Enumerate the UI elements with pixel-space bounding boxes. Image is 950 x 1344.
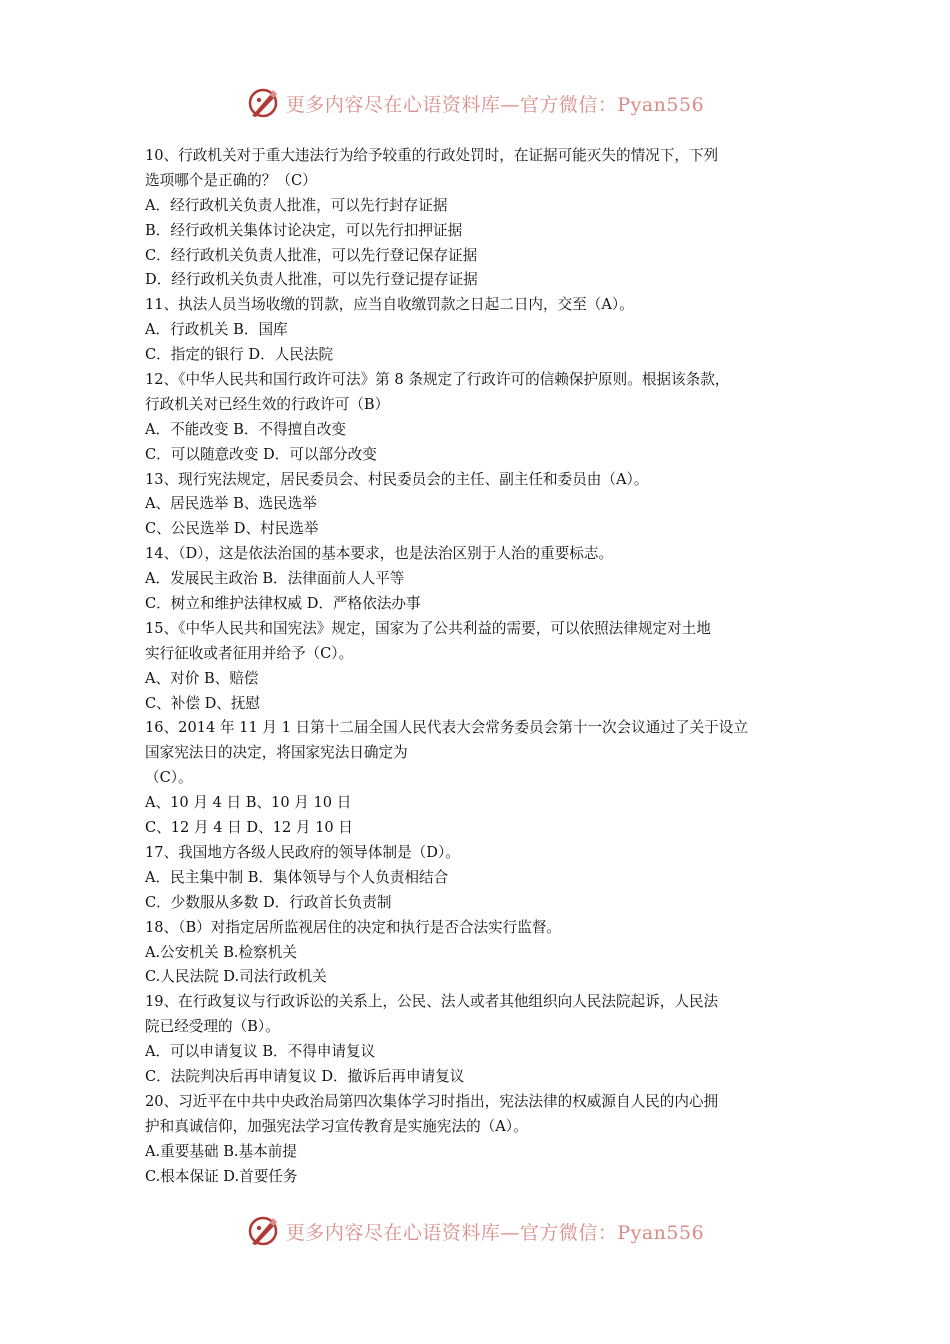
text-line: A．发展民主政治 B．法律面前人人平等 <box>145 570 405 588</box>
text-line: C．可以随意改变 D．可以部分改变 <box>145 445 377 463</box>
text-line: C．树立和维护法律权威 D．严格依法办事 <box>145 595 421 613</box>
footer-banner-text: 更多内容尽在心语资料库—官方微信：Pyan556 <box>285 1221 705 1244</box>
text-line: C．法院判决后再申请复议 D．撤诉后再申请复议 <box>145 1067 465 1085</box>
text-line: 18、（B）对指定居所监视居住的决定和执行是否合法实行监督。 <box>145 918 562 936</box>
text-line: 13、现行宪法规定，居民委员会、村民委员会的主任、副主任和委员由（A）。 <box>145 470 649 488</box>
footer-banner <box>0 1211 950 1251</box>
pen-logo-icon <box>246 86 280 120</box>
text-line: C．经行政机关负责人批准，可以先行登记保存证据 <box>145 246 478 264</box>
text-line: 12、《中华人民共和国行政许可法》第 8 条规定了行政许可的信赖保护原则。根据该条款， <box>145 371 730 389</box>
text-line: C、公民选举 D、村民选举 <box>145 520 319 538</box>
text-line: B．经行政机关集体讨论决定，可以先行扣押证据 <box>145 221 463 239</box>
text-line: D．经行政机关负责人批准，可以先行登记提存证据 <box>145 271 478 289</box>
text-line: 19、在行政复议与行政诉讼的关系上，公民、法人或者其他组织向人民法院起诉，人民法 <box>145 993 719 1011</box>
text-line: （C）。 <box>145 769 193 787</box>
text-line: A、对价 B、赔偿 <box>145 669 259 687</box>
text-line: A、居民选举 B、选民选举 <box>145 495 317 513</box>
text-line: 20、习近平在中共中央政治局第四次集体学习时指出，宪法法律的权威源自人民的内心拥 <box>145 1092 719 1110</box>
text-line: A.公安机关 B.检察机关 <box>145 943 297 961</box>
text-line: 14、（D），这是依法治国的基本要求，也是法治区别于人治的重要标志。 <box>145 545 614 563</box>
text-line: 院已经受理的（B）。 <box>145 1018 280 1036</box>
text-line: C．指定的银行 D．人民法院 <box>145 346 334 364</box>
question-list <box>145 144 815 1189</box>
text-line: A．行政机关 B．国库 <box>145 321 288 339</box>
text-line: 10、行政机关对于重大违法行为给予较重的行政处罚时，在证据可能灭失的情况下，下列 <box>145 147 719 164</box>
text-line: 护和真诚信仰，加强宪法学习宣传教育是实施宪法的（A）。 <box>145 1117 528 1135</box>
text-line: 17、我国地方各级人民政府的领导体制是（D）。 <box>145 843 460 861</box>
text-line: A．可以申请复议 B．不得申请复议 <box>145 1043 376 1061</box>
text-line: C.根本保证 D.首要任务 <box>145 1167 298 1185</box>
text-line: 16、2014 年 11 月 1 日第十二届全国人民代表大会常务委员会第十一次会议通过了关于设立 <box>145 719 748 737</box>
text-line: 选项哪个是正确的？（C） <box>145 171 317 189</box>
text-line: 国家宪法日的决定，将国家宪法日确定为 <box>145 744 408 762</box>
text-line: A．不能改变 B．不得擅自改变 <box>145 420 347 438</box>
text-line: 11、执法人员当场收缴的罚款，应当自收缴罚款之日起二日内，交至（A）。 <box>145 296 634 314</box>
text-line: 行政机关对已经生效的行政许可（B） <box>145 395 390 413</box>
footer-banner-inner <box>246 1214 704 1248</box>
header-banner <box>0 83 950 123</box>
text-line: C、补偿 D、抚慰 <box>145 694 261 712</box>
text-line: A．经行政机关负责人批准，可以先行封存证据 <box>145 196 448 214</box>
text-line: A.重要基础 B.基本前提 <box>145 1142 297 1160</box>
header-banner-text: 更多内容尽在心语资料库—官方微信：Pyan556 <box>285 93 705 116</box>
text-line: C、12 月 4 日 D、12 月 10 日 <box>145 819 353 837</box>
text-line: C．少数服从多数 D．行政首长负责制 <box>145 893 392 911</box>
header-banner-inner <box>246 86 704 120</box>
text-line: C.人民法院 D.司法行政机关 <box>145 968 327 986</box>
text-line: 实行征收或者征用并给予（C）。 <box>145 644 354 662</box>
text-line: 15、《中华人民共和国宪法》规定，国家为了公共利益的需要，可以依照法律规定对土地 <box>145 619 711 637</box>
text-line: A．民主集中制 B．集体领导与个人负责相结合 <box>145 868 449 886</box>
text-line: A、10 月 4 日 B、10 月 10 日 <box>145 794 352 812</box>
pen-logo-icon <box>246 1214 280 1248</box>
